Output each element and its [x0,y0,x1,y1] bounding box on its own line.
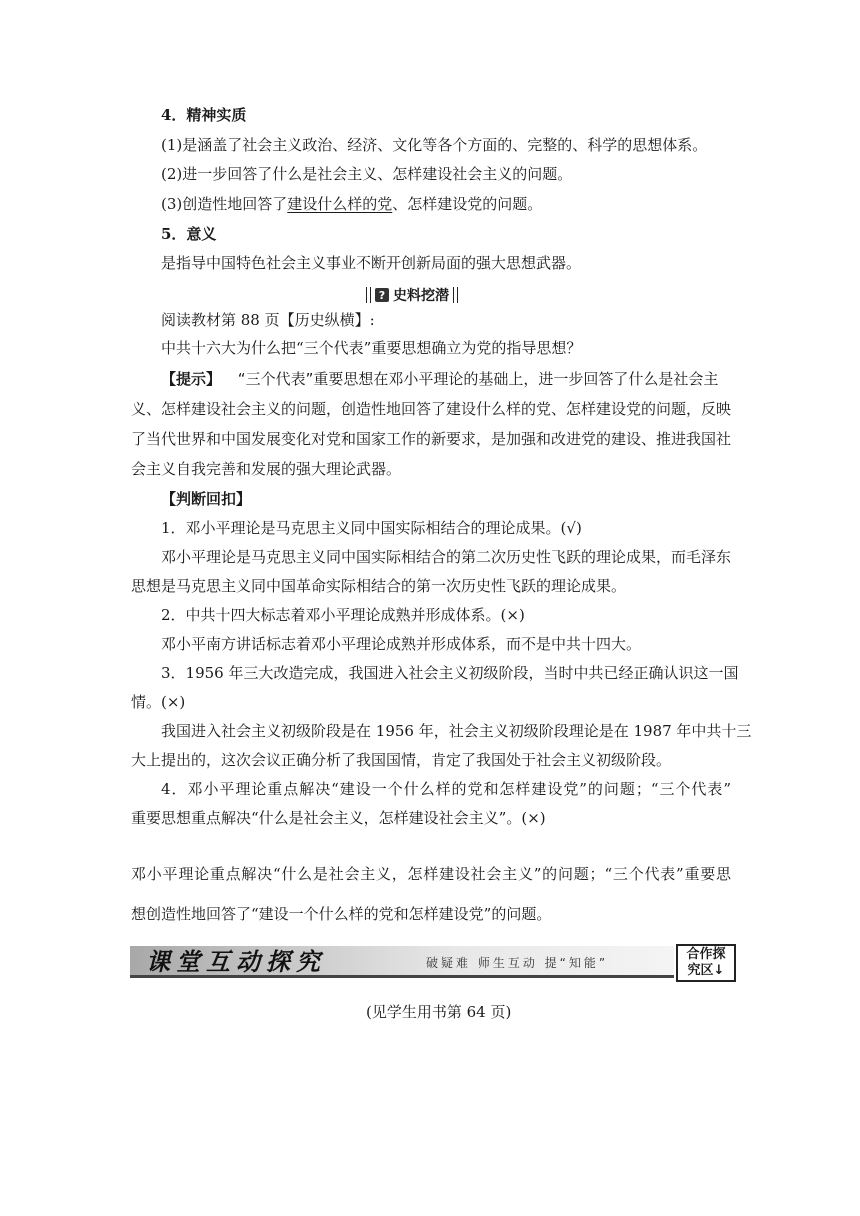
section-5-heading: 5．意义 [161,225,217,243]
history-question: 中共十六大为什么把“三个代表”重要思想确立为党的指导思想？ [161,339,582,357]
section-4-heading: 4．精神实质 [161,106,247,124]
double-bar-left-icon [366,287,371,303]
double-bar-right-icon [453,287,458,303]
footer-note: (见学生用书第 64 页) [366,1003,512,1021]
section-4-item-1: (1)是涵盖了社会主义政治、经济、文化等各个方面的、完整的、科学的思想体系。 [161,136,708,154]
section-4-item-2: (2)进一步回答了什么是社会主义、怎样建设社会主义的问题。 [161,165,573,183]
arrow-down-icon: ↓ [713,963,725,978]
item-3-suffix: 、怎样建设党的问题。 [392,195,543,213]
hint-label: 【提示】 [161,370,222,388]
judgment-line: 想创造性地回答了“建设一个什么样的党和怎样建设党”的问题。 [131,905,552,923]
box-line-1: 合作探 [686,947,726,962]
judgment-line: 情。(×) [131,693,186,711]
judgment-line: 3．1956 年三大改造完成，我国进入社会主义初级阶段，当时中共已经正确认识这一国 [161,664,739,682]
banner-title: 课堂互动探究 [146,947,326,976]
judgment-line: 2．中共十四大标志着邓小平理论成熟并形成体系。(×) [161,606,525,624]
judgment-line: 邓小平南方讲话标志着邓小平理论成熟并形成体系，而不是中共十四大。 [161,635,642,653]
read-textbook-line: 阅读教材第 88 页【历史纵横】: [161,311,375,329]
hint-line-2: 义、怎样建设社会主义的问题，创造性地回答了建设什么样的党、怎样建设党的问题，反映 [131,400,732,418]
history-section-label [366,284,458,306]
hint-text-1: “三个代表”重要思想在邓小平理论的基础上，进一步回答了什么是社会主 [237,370,719,388]
box-line-2: 究区↓ [687,963,725,978]
banner-subtitle: 破疑难 师生互动 提“知能” [426,956,609,970]
history-section-title: 史料挖潜 [393,288,449,304]
cooperation-area-box [676,944,736,982]
judgment-line: 4．邓小平理论重点解决“建设一个什么样的党和怎样建设党”的问题；“三个代表” [161,780,731,798]
judgment-line: 重要思想重点解决“什么是社会主义，怎样建设社会主义”。(×) [131,809,546,827]
judgment-heading: 【判断回扣】 [161,490,252,508]
item-3-underlined-phrase: 建设什么样的党 [287,195,393,213]
hint-line-1 [161,369,718,389]
section-5-text: 是指导中国特色社会主义事业不断开创新局面的强大思想武器。 [161,254,582,272]
judgment-line: 1．邓小平理论是马克思主义同中国实际相结合的理论成果。(√) [161,519,582,537]
judgment-line: 邓小平理论重点解决“什么是社会主义，怎样建设社会主义”的问题；“三个代表”重要思 [131,865,731,883]
judgment-line: 邓小平理论是马克思主义同中国实际相结合的第二次历史性飞跃的理论成果，而毛泽东 [161,548,732,566]
hint-line-4: 会主义自我完善和发展的强大理论武器。 [131,460,402,478]
question-mark-icon: ? [375,288,389,302]
judgment-line: 我国进入社会主义初级阶段是在 1956 年，社会主义初级阶段理论是在 1987 年中共十三 [161,722,752,740]
item-3-prefix: (3)创造性地回答了 [161,195,288,213]
judgment-line: 大上提出的，这次会议正确分析了我国国情，肯定了我国处于社会主义初级阶段。 [131,751,672,769]
judgment-line: 思想是马克思主义同中国革命实际相结合的第一次历史性飞跃的理论成果。 [131,577,627,595]
section-4-item-3 [161,194,542,214]
hint-line-3: 了当代世界和中国发展变化对党和国家工作的新要求，是加强和改进党的建设、推进我国社 [131,430,732,448]
